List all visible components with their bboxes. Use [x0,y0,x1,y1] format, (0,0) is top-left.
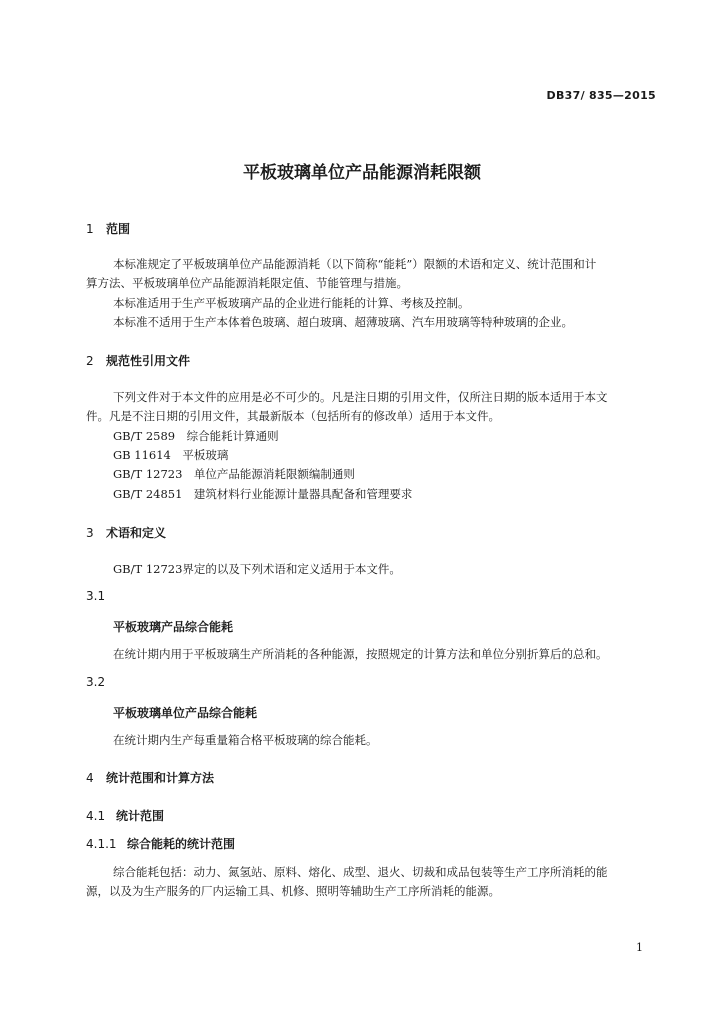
term-number: 3.1 [86,589,106,603]
section-number: 4.1 [86,809,106,823]
reference-item: GB/T 2589 综合能耗计算通则 [113,429,279,443]
paragraph-line: 下列文件对于本文件的应用是必不可少的。凡是注日期的引用文件，仅所注日期的版本适用于本文 [113,390,608,404]
section-title: 统计范围和计算方法 [106,771,215,785]
reference-item: GB/T 24851 建筑材料行业能源计量器具配备和管理要求 [113,487,413,501]
term-title: 平板玻璃产品综合能耗 [113,620,234,634]
paragraph-line: 件。凡是不注日期的引用文件，其最新版本（包括所有的修改单）适用于本文件。 [86,409,500,423]
reference-item: GB/T 12723 单位产品能源消耗限额编制通则 [113,467,355,481]
section-4-heading [86,769,214,786]
paragraph-line: 综合能耗包括：动力、氮氢站、原料、熔化、成型、退火、切裁和成品包装等生产工序所消耗的能 [113,865,608,879]
term-title: 平板玻璃单位产品综合能耗 [113,706,258,720]
section-number: 4.1.1 [86,837,117,851]
term-number: 3.2 [86,675,106,689]
section-number: 1 [86,222,94,236]
standard-code: DB37/ 835—2015 [546,89,656,102]
section-title: 综合能耗的统计范围 [127,837,236,851]
paragraph-line: 本标准规定了平板玻璃单位产品能源消耗（以下简称“能耗”）限额的术语和定义、统计范围和计 [113,257,597,271]
section-title: 统计范围 [116,809,165,823]
section-number: 2 [86,354,94,368]
section-3-heading [86,524,166,541]
term-definition: 在统计期内用于平板玻璃生产所消耗的各种能源，按照规定的计算方法和单位分别折算后的总和。 [113,647,608,661]
section-title: 术语和定义 [106,526,167,540]
paragraph-line: 源，以及为生产服务的厂内运输工具、机修、照明等辅助生产工序所消耗的能源。 [86,884,500,898]
page-number: 1 [636,941,643,954]
term-definition: 在统计期内生产每重量箱合格平板玻璃的综合能耗。 [113,733,378,747]
document-title: 平板玻璃单位产品能源消耗限额 [243,163,481,183]
paragraph-line: GB/T 12723界定的以及下列术语和定义适用于本文件。 [113,562,401,576]
section-title: 规范性引用文件 [106,354,191,368]
section-title: 范围 [106,222,131,236]
section-number: 3 [86,526,94,540]
paragraph-line: 算方法、平板玻璃单位产品能源消耗限定值、节能管理与措施。 [86,276,408,290]
section-2-heading [86,352,190,369]
paragraph-line: 本标准适用于生产平板玻璃产品的企业进行能耗的计算、考核及控制。 [113,296,470,310]
section-number: 4 [86,771,94,785]
reference-item: GB 11614 平板玻璃 [113,448,229,462]
section-1-heading [86,220,130,237]
paragraph-line: 本标准不适用于生产本体着色玻璃、超白玻璃、超薄玻璃、汽车用玻璃等特种玻璃的企业。 [113,315,573,329]
subsection-4-1-heading [86,807,164,824]
subsection-4-1-1-heading [86,835,235,852]
